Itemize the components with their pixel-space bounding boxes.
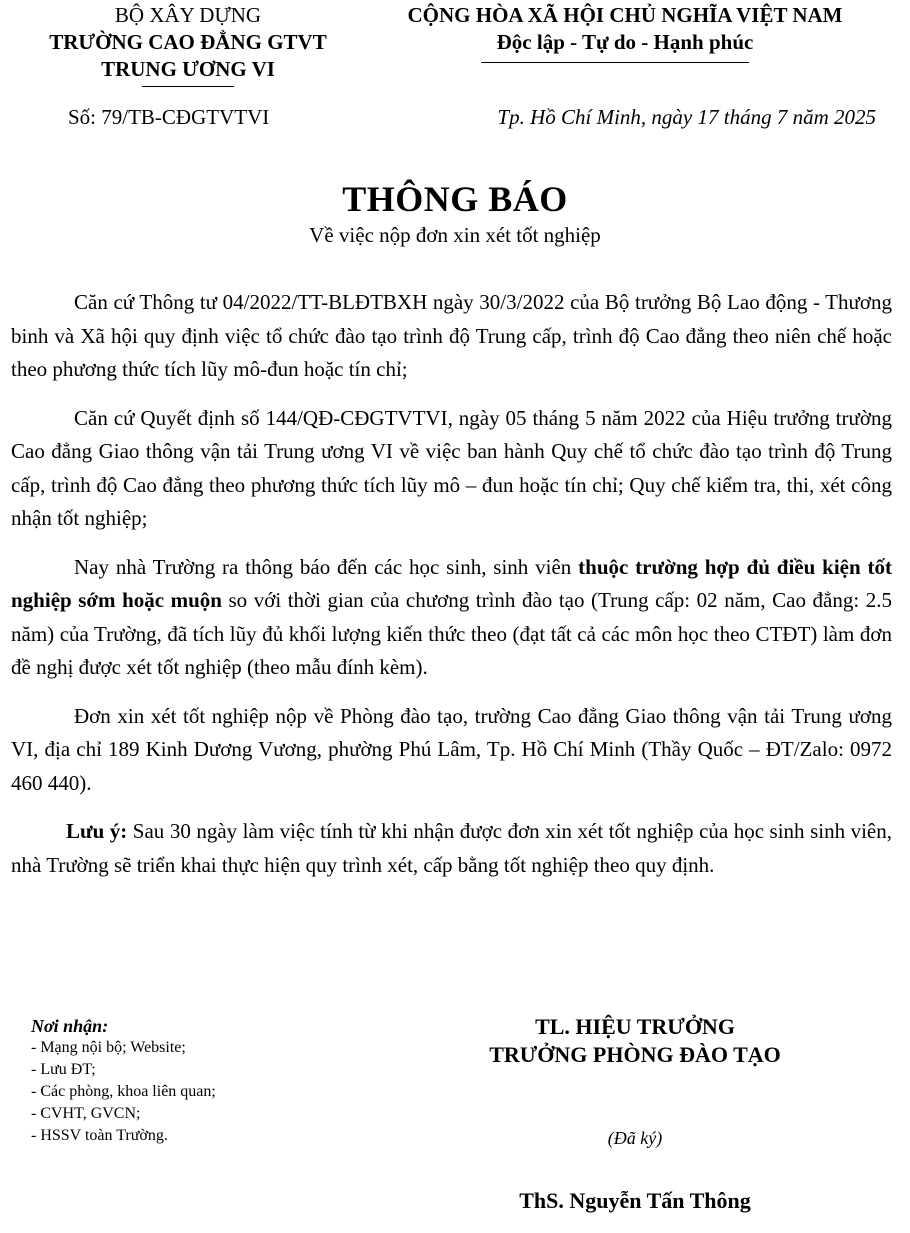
- signer-name: ThS. Nguyễn Tấn Thông: [519, 1188, 751, 1213]
- recipient-item: - Mạng nội bộ; Website;: [31, 1039, 186, 1056]
- recipient-item: - Các phòng, khoa liên quan;: [31, 1083, 216, 1100]
- recipients-heading: Nơi nhận:: [31, 1016, 109, 1036]
- school-name-line2: TRUNG ƯƠNG VI: [101, 57, 275, 81]
- signed-note: (Đã ký): [607, 1128, 663, 1148]
- document-number: Số: 79/TB-CĐGTVTVI: [68, 105, 270, 129]
- recipient-item: - Lưu ĐT;: [31, 1061, 96, 1078]
- ministry-name: BỘ XÂY DỰNG: [114, 3, 262, 27]
- school-name-line1: TRƯỜNG CAO ĐẲNG GTVT: [49, 30, 327, 54]
- paragraph-note: [11, 815, 892, 882]
- announcement-emphasis: thuộc trường hợp đủ điều kiện tốt nghiệp sớm hoặc muộn: [11, 554, 892, 612]
- paragraph-submission: Đơn xin xét tốt nghiệp nộp về Phòng đào tạo, trường Cao đẳng Giao thông vận tải Trung ương VI, địa chỉ 189 Kinh Dương Vương, phường Phú Lâm, Tp. Hồ Chí Minh (Thầy Quốc – ĐT/Zalo: 0972 460 440).: [11, 703, 892, 795]
- agency-underline: [142, 86, 234, 87]
- announcement-details: so với thời gian của chương trình đào tạo (Trung cấp: 02 năm, Cao đẳng: 2.5 năm) của Trường, đã tích lũy đủ khối lượng kiến thức theo (đạt tất cả các môn học theo CTĐT) làm đơn đề nghị được xét tốt nghiệp (theo mẫu đính kèm).: [11, 588, 892, 679]
- signature-title-block: [440, 1013, 830, 1069]
- announcement-intro: Nay nhà Trường ra thông báo đến các học sinh, sinh viên: [74, 554, 579, 579]
- recipient-item: - HSSV toàn Trường.: [31, 1127, 168, 1144]
- recipients-block: [31, 1015, 216, 1147]
- paragraph-legal-basis-1: Căn cứ Thông tư 04/2022/TT-BLĐTBXH ngày 30/3/2022 của Bộ trưởng Bộ Lao động - Thương binh và Xã hội quy định việc tổ chức đào tạo trình độ Trung cấp, trình độ Cao đẳng theo niên chế hoặc theo phương thức tích lũy mô-đun hoặc tín chỉ;: [11, 290, 892, 381]
- country-name: CỘNG HÒA XÃ HỘI CHỦ NGHĨA VIỆT NAM: [407, 3, 843, 27]
- document-title: THÔNG BÁO: [342, 179, 568, 219]
- place-and-date: Tp. Hồ Chí Minh, ngày 17 tháng 7 năm 2025: [497, 105, 876, 129]
- note-text: Sau 30 ngày làm việc tính từ khi nhận được đơn xin xét tốt nghiệp của học sinh sinh viên, nhà Trường sẽ triển khai thực hiện quy trình xét, cấp bằng tốt nghiệp theo quy định.: [11, 819, 892, 877]
- note-label: Lưu ý:: [66, 819, 128, 843]
- signature-position: TRƯỞNG PHÒNG ĐÀO TẠO: [489, 1042, 781, 1067]
- national-header-block: [360, 2, 890, 63]
- national-motto: Độc lập - Tự do - Hạnh phúc: [496, 30, 754, 54]
- signature-authority: TL. HIỆU TRƯỞNG: [535, 1014, 735, 1039]
- paragraph-legal-basis-2: Căn cứ Quyết định số 144/QĐ-CĐGTVTVI, ngày 05 tháng 5 năm 2022 của Hiệu trưởng trường Cao đẳng Giao thông vận tải Trung ương VI về việc ban hành Quy chế tổ chức đào tạo trình độ Trung cấp, trình độ Cao đẳng theo phương thức tích lũy mô – đun hoặc tín chỉ; Quy chế kiểm tra, thi, xét công nhận tốt nghiệp;: [11, 405, 892, 530]
- document-body: [11, 286, 892, 897]
- issuing-agency-block: [18, 2, 358, 87]
- recipient-item: - CVHT, GVCN;: [31, 1105, 141, 1122]
- paragraph-announcement: [11, 551, 892, 685]
- motto-underline: [481, 62, 749, 63]
- document-subtitle: Về việc nộp đơn xin xét tốt nghiệp: [309, 223, 601, 247]
